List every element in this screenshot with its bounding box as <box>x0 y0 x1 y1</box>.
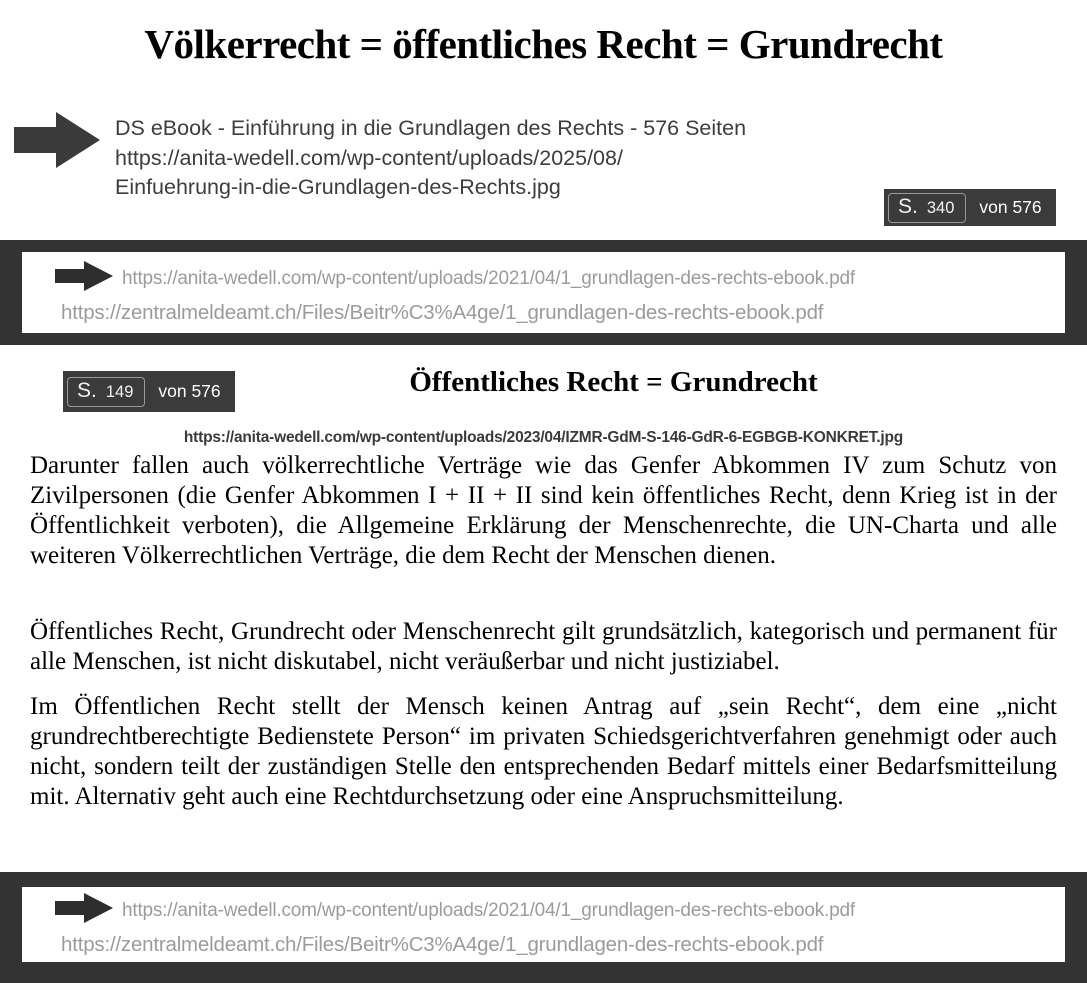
pdf-link-bar-top <box>0 240 1087 345</box>
page-abbrev-label: S. <box>77 378 97 402</box>
ebook-image-url-line2[interactable]: Einfuehrung-in-die-Grundlagen-des-Rechts.jpg <box>115 175 561 199</box>
pdf-url-zentralmeldeamt[interactable]: https://zentralmeldeamt.ch/Files/Beitr%C3%A4ge/1_grundlagen-des-rechts-ebook.pdf <box>61 933 824 956</box>
body-paragraph: Darunter fallen auch völkerrechtliche Verträge wie das Genfer Abkommen IV zum Schutz von Zivilpersonen (die Genfer Abkommen I + II + II sind kein öffentliches Recht, denn Krieg ist in der Öffentlichkeit verboten), die Allgemeine Erklärung der Menschenrechte, die UN-Charta und alle weiteren Völkerrechtlichen Verträge, die dem Recht der Menschen dienen. <box>30 452 1057 569</box>
page-abbrev-label: S. <box>898 194 918 218</box>
pdf-link-bar-bottom <box>0 872 1087 983</box>
pdf-link-box <box>22 887 1065 962</box>
page-number-value: 149 <box>105 382 134 401</box>
page-title: Völkerrecht = öffentliches Recht = Grundrecht <box>144 21 943 67</box>
page-number-value: 340 <box>926 198 955 217</box>
page-number-box <box>67 377 145 407</box>
body-paragraph: Öffentliches Recht, Grundrecht oder Menschenrecht gilt grundsätzlich, kategorisch und permanent für alle Menschen, ist nicht diskutabel, nicht veräußerbar und nicht justiziabel. <box>30 618 1057 675</box>
pdf-link-box <box>22 252 1065 333</box>
page-number-box <box>888 193 966 223</box>
ebook-info-line: DS eBook - Einführung in die Grundlagen des Rechts - 576 Seiten <box>115 116 747 140</box>
body-paragraph: Im Öffentlichen Recht stellt der Mensch keinen Antrag auf „sein Recht“, dem eine „nicht grundrechtberechtigte Bedienstete Person“ im privaten Schiedsgerichtverfahren genehmigt oder auch nicht, sondern teilt der zuständigen Stelle den entsprechenden Bedarf mittels einer Bedarfsmitteilung mit. Alternativ geht auch eine Rechtdurchsetzung oder eine Anspruchsmitteilung. <box>30 693 1057 810</box>
page-total-label: von 576 <box>158 381 221 401</box>
ebook-image-url-line1[interactable]: https://anita-wedell.com/wp-content/uploads/2025/08/ <box>115 145 623 170</box>
small-arrow-right-icon <box>55 260 115 297</box>
section-image-url[interactable]: https://anita-wedell.com/wp-content/uploads/2023/04/IZMR-GdM-S-146-GdR-6-EGBGB-KONKRET.jpg <box>183 429 904 446</box>
page-total-label: von 576 <box>979 197 1042 217</box>
pdf-url-anita-wedell[interactable]: https://anita-wedell.com/wp-content/uploads/2021/04/1_grundlagen-des-rechts-ebook.pdf <box>122 899 855 921</box>
section-heading: Öffentliches Recht = Grundrecht <box>409 366 818 398</box>
pdf-url-anita-wedell[interactable]: https://anita-wedell.com/wp-content/uploads/2021/04/1_grundlagen-des-rechts-ebook.pdf <box>122 267 855 289</box>
page-indicator-top <box>884 189 1056 226</box>
pdf-url-zentralmeldeamt[interactable]: https://zentralmeldeamt.ch/Files/Beitr%C3%A4ge/1_grundlagen-des-rechts-ebook.pdf <box>61 301 824 324</box>
ebook-info-block <box>115 114 746 203</box>
big-arrow-right-icon <box>14 110 102 175</box>
small-arrow-right-icon <box>55 892 115 929</box>
